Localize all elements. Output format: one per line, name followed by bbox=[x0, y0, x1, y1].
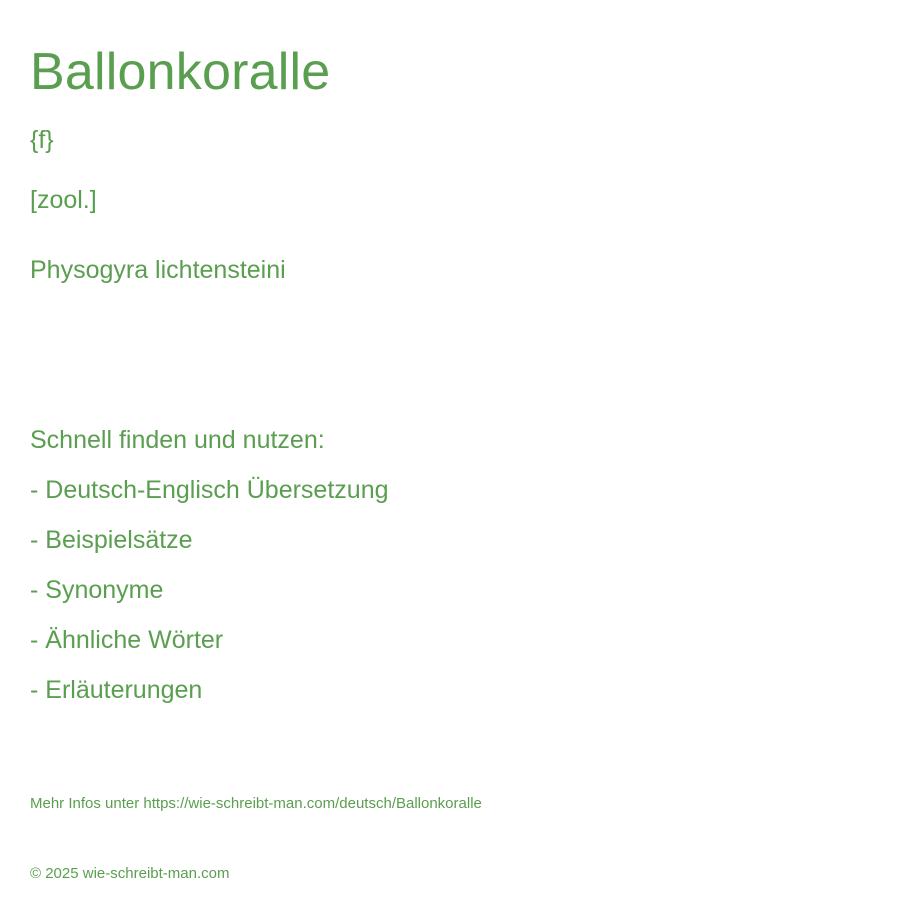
domain-label: [zool.] bbox=[30, 186, 97, 214]
quick-links-list bbox=[30, 474, 389, 724]
quick-link-synonyms: - Synonyme bbox=[30, 576, 164, 604]
scientific-name: Physogyra lichtensteini bbox=[30, 256, 286, 284]
gender-label: {f} bbox=[30, 126, 54, 154]
quick-link-similar-words: - Ähnliche Wörter bbox=[30, 626, 224, 654]
quick-links-heading: Schnell finden und nutzen: bbox=[30, 426, 325, 454]
more-info-text: Mehr Infos unter https://wie-schreibt-man.com/deutsch/Ballonkoralle bbox=[30, 795, 482, 812]
copyright-notice: © 2025 wie-schreibt-man.com bbox=[30, 865, 230, 882]
page-title: Ballonkoralle bbox=[30, 43, 331, 101]
quick-link-explanations: - Erläuterungen bbox=[30, 676, 203, 704]
quick-link-example-sentences: - Beispielsätze bbox=[30, 526, 193, 554]
quick-link-translation: - Deutsch-Englisch Übersetzung bbox=[30, 476, 389, 504]
